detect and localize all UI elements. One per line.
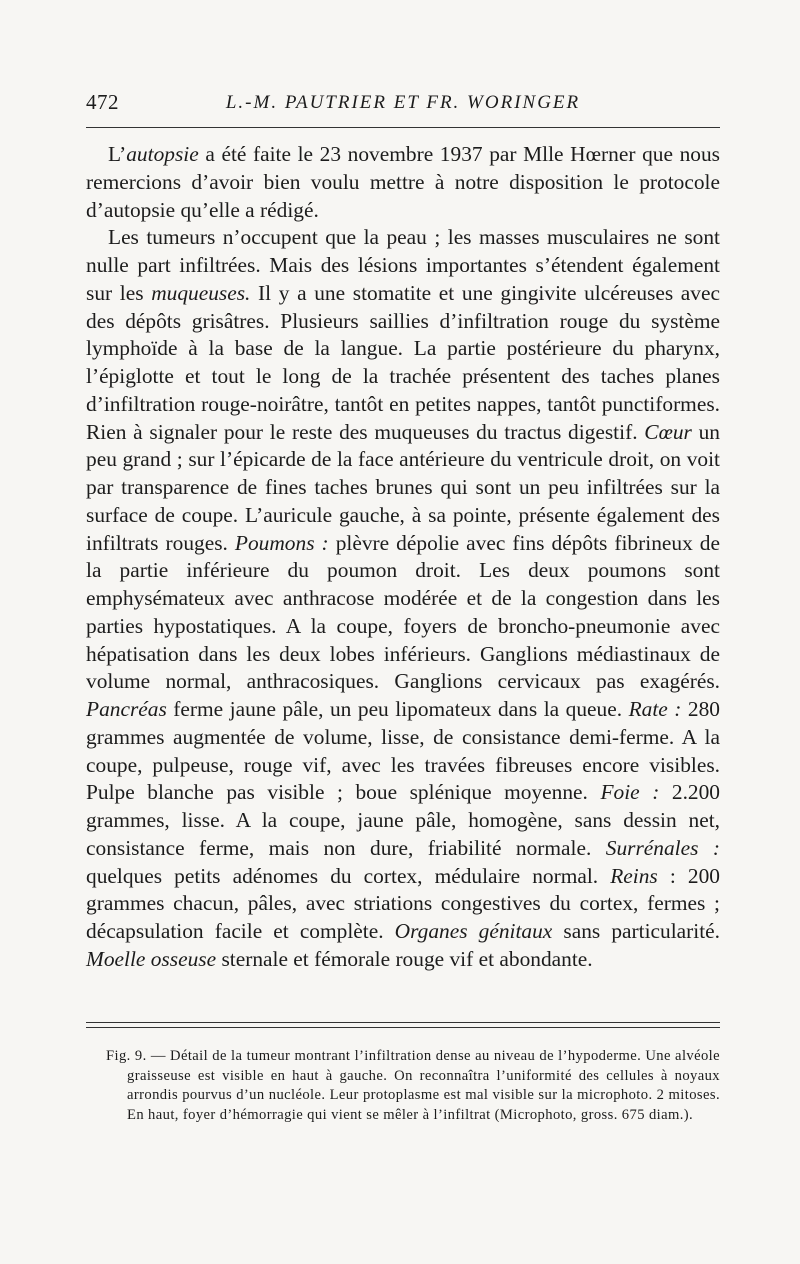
term-coeur: Cœur [644, 419, 692, 444]
text-run: plèvre dépolie avec fins dépôts fibrineux de la partie inférieure du poumon droit. Les deux poumons sont emphysémateux avec anthracose modérée et de la congestion dans les parties hypostatiques. A la coupe, foyers de broncho-pneumonie avec hépatisation dans les deux lobes inférieurs. Ganglions médiastinaux de volume normal, anthracosiques. Ganglions cervicaux pas exagérés. [86, 530, 720, 694]
caption-text: Fig. 9. — Détail de la tumeur montrant l’infiltration dense au niveau de l’hypoderme. Une alvéole graisseuse est visible en haut à gauche. On reconnaîtra l’uniformité des cellules à noyaux arrondis pourvus d’un nucléole. Leur protoplasme est mal visible sur la microphoto. 2 mitoses. En haut, foyer d’hémorragie qui vient se mêler à l’infiltrat (Microphoto, gross. 675 diam.). [106, 1048, 720, 1124]
text-run: Les tumeurs n’occupent que la peau ; les masses musculaires ne sont nulle part infiltrées. Mais des lésions importantes s’étendent également sur les [86, 225, 720, 305]
paragraph-lesions [86, 224, 720, 973]
text-run: 280 grammes augmentée de volume, lisse, de consistance demi-ferme. A la coupe, pulpeuse, rouge vif, avec les travées fibreuses encore visibles. Pulpe blanche pas visible ; boue splénique moyenne. [86, 697, 720, 805]
term-organes-genitaux: Organes génitaux [394, 919, 553, 943]
text-run: sternale et fémorale rouge vif et abondante. [216, 946, 593, 971]
paragraph-autopsie [86, 141, 720, 224]
term-reins: Reins [610, 863, 658, 888]
page-header [86, 90, 720, 120]
term-foie: Foie : [600, 780, 660, 805]
figure-caption [106, 1047, 720, 1126]
term-muqueuses: muqueuses. [151, 280, 251, 305]
term-poumons: Poumons : [234, 530, 329, 555]
term-pancreas: Pancréas [86, 697, 167, 721]
text-run: Il y a une stomatite et une gingivite ulcéreuses avec des dépôts grisâtres. Plusieurs saillies d’infiltration rouge du système lymphoïde à la base de la langue. La partie postérieure du pharynx, l’épiglotte et tout le long de la trachée présentent des taches planes d’infiltration rouge-noirâtre, tantôt en petites nappes, tantôt punctiformes. Rien à signaler pour le reste des muqueuses du tractus digestif. [86, 280, 720, 444]
running-head: L.-M. PAUTRIER ET FR. WORINGER [225, 92, 581, 113]
caption-rule-bottom [86, 1027, 720, 1028]
text-run: : 200 grammes chacun, pâles, avec striations congestives du cortex, fermes ; décapsulation facile et complète. [86, 863, 720, 943]
text-run: ferme jaune pâle, un peu lipomateux dans la queue. [166, 697, 629, 721]
text-run: sans particularité. [552, 919, 720, 943]
text-run: un peu grand ; sur l’épicarde de la face antérieure du ventricule droit, on voit par transparence de fines taches brunes qui sont un peu infiltrées sur la surface de coupe. L’auricule gauche, à sa pointe, présente également des infiltrats rouges. [86, 419, 720, 555]
header-rule [86, 127, 720, 128]
caption-rule-top [86, 1022, 720, 1023]
term-moelle-osseuse: Moelle osseuse [86, 946, 217, 971]
term-surrenales: Surrénales : [605, 835, 720, 860]
text-run: a été faite le 23 novembre 1937 par Mlle Hœrner que nous remercions d’avoir bien voulu mettre à notre disposition le protocole d’autopsie qu’elle a rédigé. [86, 142, 720, 222]
text-run: 2.200 grammes, lisse. A la coupe, jaune pâle, homogène, sans dessin net, consistance ferme, mais non dure, friabilité normale. [86, 780, 721, 860]
text-run: L’ [108, 142, 127, 166]
text-run: quelques petits adénomes du cortex, médulaire normal. [86, 863, 611, 888]
body-text [86, 141, 720, 974]
term-autopsie: autopsie [126, 142, 199, 166]
page-number: 472 [86, 90, 119, 114]
term-rate: Rate : [628, 697, 682, 721]
